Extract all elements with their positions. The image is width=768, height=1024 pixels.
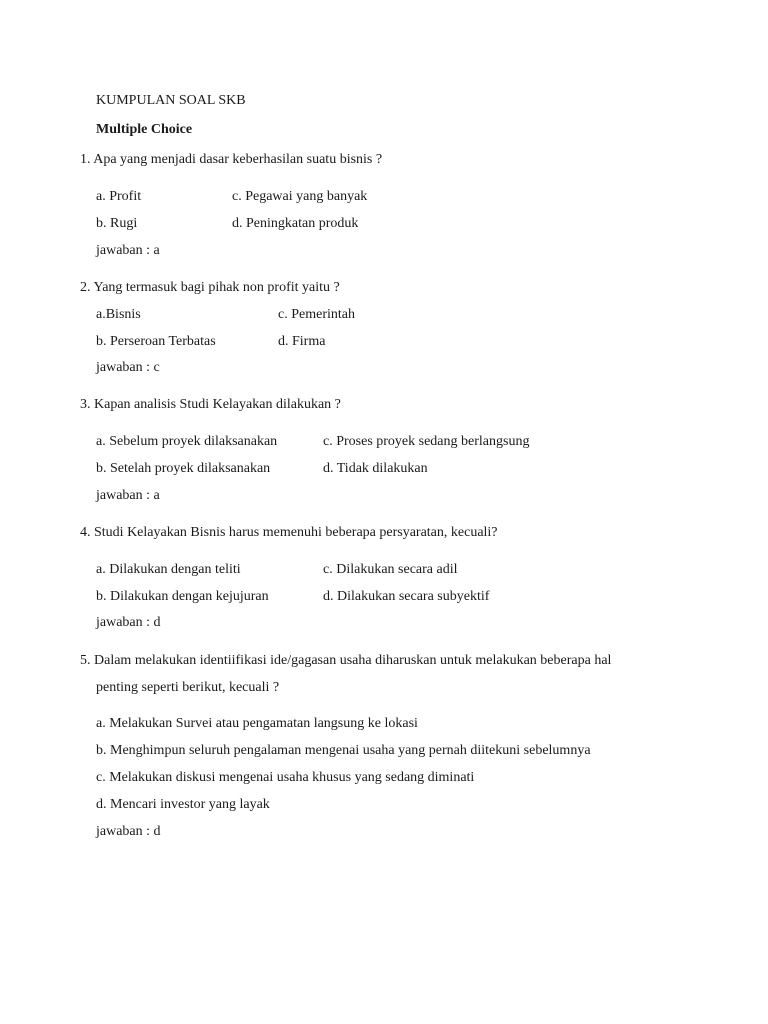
question-4-option-a: a. Dilakukan dengan teliti [96,562,241,577]
question-4-option-b: b. Dilakukan dengan kejujuran [96,589,269,604]
document-title: KUMPULAN SOAL SKB [96,93,246,108]
question-2-option-d: d. Firma [278,334,326,349]
question-1-text: 1. Apa yang menjadi dasar keberhasilan suatu bisnis ? [80,152,383,167]
question-1-option-c: c. Pegawai yang banyak [232,189,368,204]
question-3-option-b: b. Setelah proyek dilaksanakan [96,461,271,476]
question-5-option-d: d. Mencari investor yang layak [96,797,270,812]
question-2-answer: jawaban : c [96,360,160,375]
question-3-option-a: a. Sebelum proyek dilaksanakan [96,434,278,449]
question-4-option-c: c. Dilakukan secara adil [323,562,458,577]
question-4-option-d: d. Dilakukan secara subyektif [323,589,490,604]
question-4-answer: jawaban : d [96,615,161,630]
section-subtitle: Multiple Choice [96,122,193,137]
question-3-option-d: d. Tidak dilakukan [323,461,428,476]
question-3-option-c: c. Proses proyek sedang berlangsung [323,434,530,449]
question-5-text-line1: 5. Dalam melakukan identiifikasi ide/gagasan usaha diharuskan untuk melakukan beberapa hal [80,653,612,668]
question-5-option-c: c. Melakukan diskusi mengenai usaha khusus yang sedang diminati [96,770,475,785]
question-3-answer: jawaban : a [96,488,160,503]
question-4-text: 4. Studi Kelayakan Bisnis harus memenuhi beberapa persyaratan, kecuali? [80,525,498,540]
question-2-text: 2. Yang termasuk bagi pihak non profit yaitu ? [80,280,340,295]
question-1-option-b: b. Rugi [96,216,138,231]
question-5-option-b: b. Menghimpun seluruh pengalaman mengenai usaha yang pernah diitekuni sebelumnya [96,743,591,758]
question-1-option-a: a. Profit [96,189,142,204]
question-2-option-b: b. Perseroan Terbatas [96,334,216,349]
question-2-option-c: c. Pemerintah [278,307,355,322]
question-5-text-line2: penting seperti berikut, kecuali ? [96,680,280,695]
question-1-answer: jawaban : a [96,243,160,258]
question-2-option-a: a.Bisnis [96,307,141,322]
question-1-option-d: d. Peningkatan produk [232,216,359,231]
question-5-answer: jawaban : d [96,824,161,839]
question-5-option-a: a. Melakukan Survei atau pengamatan langsung ke lokasi [96,716,418,731]
question-3-text: 3. Kapan analisis Studi Kelayakan dilakukan ? [80,397,341,412]
